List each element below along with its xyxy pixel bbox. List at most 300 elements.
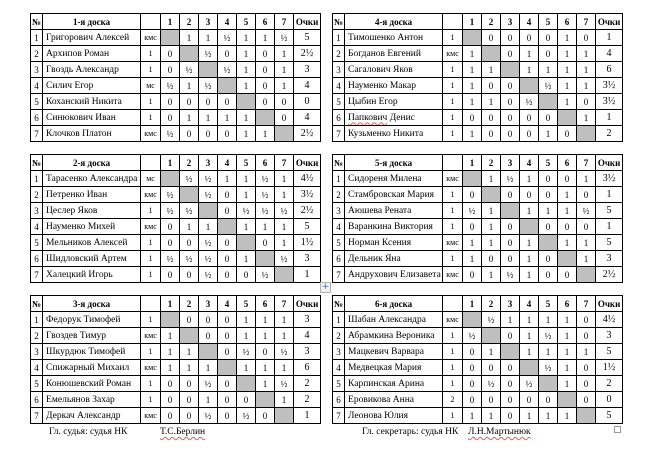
player-points-cell: 3½ (596, 94, 623, 110)
chief-secretary-label: Гл. секретарь: судья НК (362, 427, 459, 437)
chief-arbiter-label: Гл. судья: судья НК (49, 427, 128, 437)
board-title-cell: 6-я доска (345, 296, 443, 312)
result-cell: 0 (161, 376, 180, 392)
result-cell: 1 (275, 78, 294, 94)
result-cell: ½ (199, 187, 218, 203)
player-row (31, 30, 321, 46)
result-cell: 0 (218, 328, 237, 344)
result-cell: 1 (237, 312, 256, 328)
diagonal-cell (256, 251, 275, 267)
player-points-cell: 3½ (596, 171, 623, 187)
player-rank-cell: мс (141, 171, 161, 187)
result-cell: 0 (218, 267, 237, 283)
result-cell: 0 (558, 126, 577, 142)
result-cell: 1 (577, 235, 596, 251)
result-cell: 1 (180, 344, 199, 360)
board-crosstable-3 (30, 295, 321, 424)
diagonal-cell (558, 392, 577, 408)
result-cell: 1 (501, 312, 520, 328)
player-name-cell: Конюшевский Роман (43, 376, 141, 392)
player-rank-cell: 1 (141, 344, 161, 360)
result-cell: 0 (501, 78, 520, 94)
player-name-cell: Петренко Иван (43, 187, 141, 203)
result-cell: 0 (501, 408, 520, 424)
result-cell: 1 (577, 110, 596, 126)
result-cell: ½ (199, 46, 218, 62)
player-rank-cell: 1 (443, 78, 463, 94)
diagonal-cell (520, 360, 539, 376)
result-cell: 1 (237, 328, 256, 344)
result-cell: 0 (558, 171, 577, 187)
round-header-cell: 7 (275, 155, 294, 171)
player-rank-cell: кмс (141, 408, 161, 424)
player-row (333, 203, 623, 219)
result-cell: 0 (577, 392, 596, 408)
player-points-cell: 1 (294, 408, 321, 424)
result-cell: 1 (218, 171, 237, 187)
round-header-cell: 3 (501, 14, 520, 30)
player-row (31, 110, 321, 126)
player-rank-cell: 1 (443, 219, 463, 235)
diagonal-cell (501, 344, 520, 360)
player-rank-cell: 1 (443, 408, 463, 424)
result-cell: 1 (482, 235, 501, 251)
diagonal-cell (161, 171, 180, 187)
player-name-cell: Еровикова Анна (345, 392, 443, 408)
round-header-cell: 7 (577, 296, 596, 312)
result-cell: 0 (199, 126, 218, 142)
player-points-cell: 3 (294, 62, 321, 78)
result-cell: 1 (558, 78, 577, 94)
player-number-cell: 5 (31, 376, 43, 392)
player-number-cell: 2 (333, 187, 345, 203)
result-cell: 1 (520, 46, 539, 62)
result-cell: 0 (161, 235, 180, 251)
result-cell: ½ (275, 376, 294, 392)
round-header-cell: 3 (199, 296, 218, 312)
player-row (333, 376, 623, 392)
player-number-cell: 3 (31, 203, 43, 219)
player-rank-cell: 1 (141, 94, 161, 110)
rank-header-cell (443, 296, 463, 312)
result-cell: ½ (218, 30, 237, 46)
result-cell: 0 (256, 235, 275, 251)
result-cell: 1 (237, 110, 256, 126)
result-cell: 1 (463, 408, 482, 424)
player-points-cell: 5 (294, 219, 321, 235)
player-number-cell: 3 (31, 62, 43, 78)
result-cell: 1 (482, 408, 501, 424)
board-title-cell: 5-я доска (345, 155, 443, 171)
player-number-cell: 2 (333, 46, 345, 62)
player-number-cell: 3 (333, 203, 345, 219)
result-cell: 0 (218, 251, 237, 267)
result-cell: 1 (482, 219, 501, 235)
result-cell: 0 (577, 187, 596, 203)
result-cell: ½ (520, 376, 539, 392)
player-number-cell: 5 (333, 94, 345, 110)
result-cell: 1 (520, 328, 539, 344)
diagonal-cell (161, 30, 180, 46)
round-header-cell: 6 (256, 155, 275, 171)
player-rank-cell: кмс (141, 219, 161, 235)
table-move-handle-icon[interactable]: + (321, 282, 330, 292)
round-header-cell: 2 (180, 14, 199, 30)
player-name-cell: Мельников Алексей (43, 235, 141, 251)
round-header-cell: 1 (161, 155, 180, 171)
player-row (333, 110, 623, 126)
player-name-cell: Коханский Никита (43, 94, 141, 110)
result-cell: 1 (558, 360, 577, 376)
result-cell: 0 (180, 408, 199, 424)
player-number-cell: 6 (333, 392, 345, 408)
player-points-cell: 1 (596, 219, 623, 235)
result-cell: ½ (275, 30, 294, 46)
board-crosstable-1 (30, 13, 321, 142)
player-number-cell: 1 (333, 312, 345, 328)
result-cell: ½ (199, 235, 218, 251)
result-cell: 0 (520, 392, 539, 408)
result-cell: ½ (180, 251, 199, 267)
result-cell: 1 (539, 62, 558, 78)
player-points-cell: 1½ (294, 235, 321, 251)
right-column (332, 13, 623, 436)
result-cell: 0 (256, 344, 275, 360)
result-cell: ½ (256, 171, 275, 187)
result-cell: ½ (275, 344, 294, 360)
result-cell: 1 (180, 30, 199, 46)
result-cell: 0 (482, 110, 501, 126)
result-cell: ½ (161, 187, 180, 203)
result-cell: ½ (180, 203, 199, 219)
player-rank-cell: 1 (141, 251, 161, 267)
result-cell: 1 (275, 171, 294, 187)
player-points-cell: 0 (294, 94, 321, 110)
result-cell: 0 (482, 126, 501, 142)
player-points-cell: 3 (596, 251, 623, 267)
player-points-cell: 3 (294, 312, 321, 328)
result-cell: 0 (199, 94, 218, 110)
result-cell: 1 (520, 235, 539, 251)
result-cell: 0 (558, 267, 577, 283)
result-cell: 0 (539, 187, 558, 203)
result-cell: ½ (199, 251, 218, 267)
result-cell: 1 (237, 62, 256, 78)
player-rank-cell: 1 (141, 62, 161, 78)
player-name-cell: Цыбин Егор (345, 94, 443, 110)
result-cell: 1 (199, 30, 218, 46)
result-cell: ½ (180, 171, 199, 187)
result-cell: ½ (275, 251, 294, 267)
result-cell: 0 (180, 376, 199, 392)
player-name-cell: Емельянов Захар (43, 392, 141, 408)
player-points-cell: 1 (596, 110, 623, 126)
number-sign-header-cell: № (333, 155, 345, 171)
player-points-cell: 2 (596, 376, 623, 392)
result-cell: 1 (558, 203, 577, 219)
player-row (333, 30, 623, 46)
result-cell: ½ (539, 360, 558, 376)
diagonal-cell (180, 328, 199, 344)
player-name-cell: Леонова Юлия (345, 408, 443, 424)
diagonal-cell (237, 94, 256, 110)
round-header-cell: 1 (161, 296, 180, 312)
player-points-cell: 4 (294, 78, 321, 94)
result-cell: 0 (218, 126, 237, 142)
result-cell: 1 (558, 328, 577, 344)
player-name-cell (345, 110, 443, 126)
board-crosstable-2 (30, 154, 321, 283)
result-cell: 1 (237, 126, 256, 142)
player-rank-cell: кмс (141, 187, 161, 203)
result-cell: 0 (482, 78, 501, 94)
result-cell: 1 (482, 62, 501, 78)
diagonal-cell (482, 328, 501, 344)
player-name-cell: Дельник Яна (345, 251, 443, 267)
result-cell: 1 (558, 94, 577, 110)
round-header-cell: 6 (256, 296, 275, 312)
result-cell: 0 (520, 126, 539, 142)
result-cell: ½ (501, 267, 520, 283)
diagonal-cell (463, 30, 482, 46)
player-rank-cell: 1 (443, 251, 463, 267)
result-cell: 1 (199, 392, 218, 408)
result-cell: 1 (577, 78, 596, 94)
player-row (333, 62, 623, 78)
round-header-cell: 3 (501, 155, 520, 171)
result-cell: 1 (180, 110, 199, 126)
result-cell: 1 (463, 235, 482, 251)
result-cell: 0 (463, 187, 482, 203)
name-rest-part: Денис (387, 112, 415, 123)
player-name-cell: Варанкина Виктория (345, 219, 443, 235)
player-row (333, 171, 623, 187)
points-header-cell: Очки (294, 155, 321, 171)
player-row (31, 235, 321, 251)
diagonal-cell (180, 46, 199, 62)
result-cell: 0 (501, 46, 520, 62)
player-rank-cell: 1 (141, 46, 161, 62)
player-row (31, 219, 321, 235)
result-cell: 0 (539, 267, 558, 283)
player-number-cell: 7 (31, 408, 43, 424)
table-resize-handle-icon[interactable] (614, 426, 621, 433)
player-row (333, 126, 623, 142)
header-row (31, 14, 321, 30)
round-header-cell: 7 (275, 296, 294, 312)
diagonal-cell (218, 78, 237, 94)
result-cell: 0 (218, 408, 237, 424)
player-number-cell: 7 (333, 126, 345, 142)
result-cell: 0 (218, 312, 237, 328)
player-row (333, 392, 623, 408)
diagonal-cell (180, 187, 199, 203)
points-header-cell: Очки (596, 155, 623, 171)
result-cell: 0 (275, 94, 294, 110)
result-cell: 1 (520, 312, 539, 328)
result-cell: 0 (218, 203, 237, 219)
chief-arbiter-name: Т.С.Берлин (160, 427, 206, 437)
player-rank-cell: 1 (443, 328, 463, 344)
result-cell: 0 (501, 94, 520, 110)
player-points-cell: 2 (294, 392, 321, 408)
diagonal-cell (577, 408, 596, 424)
player-name-cell: Сидореня Милена (345, 171, 443, 187)
diagonal-cell (218, 360, 237, 376)
player-row (31, 46, 321, 62)
result-cell: 0 (501, 251, 520, 267)
player-row (333, 328, 623, 344)
result-cell: 0 (539, 251, 558, 267)
result-cell: 0 (539, 110, 558, 126)
result-cell: 1 (482, 267, 501, 283)
player-points-cell: 3½ (294, 187, 321, 203)
player-rank-cell: 1 (443, 30, 463, 46)
player-row (31, 94, 321, 110)
result-cell: ½ (463, 203, 482, 219)
result-cell: 0 (482, 251, 501, 267)
result-cell: 0 (558, 219, 577, 235)
result-cell: 1 (161, 328, 180, 344)
result-cell: 1 (275, 62, 294, 78)
result-cell: 1 (275, 392, 294, 408)
result-cell: ½ (463, 328, 482, 344)
player-points-cell: 0 (596, 392, 623, 408)
result-cell: 1 (520, 344, 539, 360)
result-cell: 1 (558, 344, 577, 360)
result-cell: 1 (237, 187, 256, 203)
result-cell: 0 (218, 344, 237, 360)
result-cell: 0 (539, 46, 558, 62)
result-cell: 0 (218, 376, 237, 392)
result-cell: 0 (463, 376, 482, 392)
result-cell: 1 (520, 62, 539, 78)
player-points-cell: 2 (294, 376, 321, 392)
round-header-cell: 7 (577, 155, 596, 171)
result-cell: 1 (520, 203, 539, 219)
result-cell: 0 (463, 344, 482, 360)
player-number-cell: 7 (333, 267, 345, 283)
result-cell: 1 (577, 251, 596, 267)
result-cell: 1 (558, 235, 577, 251)
result-cell: ½ (161, 203, 180, 219)
player-name-cell: Тарасенко Александра (43, 171, 141, 187)
player-name-cell: Аюшева Рената (345, 203, 443, 219)
player-number-cell: 4 (31, 360, 43, 376)
result-cell: 1 (463, 126, 482, 142)
result-cell: ½ (237, 408, 256, 424)
result-cell: ½ (237, 203, 256, 219)
player-rank-cell: 1 (443, 126, 463, 142)
diagonal-cell (237, 376, 256, 392)
number-sign-header-cell: № (31, 296, 43, 312)
player-name-cell: Деркач Александр (43, 408, 141, 424)
player-number-cell: 1 (31, 312, 43, 328)
diagonal-cell (558, 110, 577, 126)
player-number-cell: 2 (333, 328, 345, 344)
result-cell: 1 (161, 360, 180, 376)
player-rank-cell: 1 (443, 62, 463, 78)
player-rank-cell: 1 (141, 376, 161, 392)
board-crosstable-5 (332, 154, 623, 283)
result-cell: 1 (275, 46, 294, 62)
result-cell: 1 (520, 251, 539, 267)
player-number-cell: 5 (31, 94, 43, 110)
player-number-cell: 2 (31, 46, 43, 62)
result-cell: 0 (199, 328, 218, 344)
player-rank-cell: 1 (141, 110, 161, 126)
player-name-cell: Стамбровская Мария (345, 187, 443, 203)
player-rank-cell: 1 (141, 392, 161, 408)
player-rank-cell: 1 (443, 203, 463, 219)
result-cell: ½ (577, 203, 596, 219)
player-points-cell: 6 (596, 62, 623, 78)
result-cell: 1 (275, 312, 294, 328)
result-cell: 1 (539, 312, 558, 328)
result-cell: 0 (520, 110, 539, 126)
diagonal-cell (482, 46, 501, 62)
player-name-cell: Шабан Александра (345, 312, 443, 328)
player-row (333, 251, 623, 267)
player-points-cell: 4 (294, 110, 321, 126)
result-cell: ½ (237, 344, 256, 360)
result-cell: ½ (161, 126, 180, 142)
player-points-cell: 2½ (294, 203, 321, 219)
player-rank-cell: кмс (141, 360, 161, 376)
diagonal-cell (161, 312, 180, 328)
result-cell: 0 (256, 408, 275, 424)
player-name-cell: Силич Егор (43, 78, 141, 94)
result-cell: 1 (558, 376, 577, 392)
result-cell: 0 (463, 110, 482, 126)
round-header-cell: 7 (275, 14, 294, 30)
result-cell: ½ (256, 187, 275, 203)
result-cell: 1 (237, 219, 256, 235)
result-cell: ½ (180, 62, 199, 78)
result-cell: 0 (501, 126, 520, 142)
result-cell: ½ (482, 312, 501, 328)
result-cell: 0 (501, 30, 520, 46)
result-cell: 1 (577, 344, 596, 360)
diagonal-cell (539, 376, 558, 392)
round-header-cell: 4 (218, 14, 237, 30)
diagonal-cell (482, 187, 501, 203)
result-cell: 0 (577, 312, 596, 328)
result-cell: 0 (482, 392, 501, 408)
diagonal-cell (199, 203, 218, 219)
board-crosstable-4 (332, 13, 623, 142)
result-cell: 1 (256, 376, 275, 392)
result-cell: 0 (577, 376, 596, 392)
player-name-cell: Богданов Евгений (345, 46, 443, 62)
diagonal-cell (275, 408, 294, 424)
player-row (31, 360, 321, 376)
result-cell: 0 (218, 94, 237, 110)
round-header-cell: 2 (180, 296, 199, 312)
player-name-cell: Синюкович Иван (43, 110, 141, 126)
result-cell: 1 (237, 171, 256, 187)
round-header-cell: 6 (558, 296, 577, 312)
result-cell: 0 (180, 392, 199, 408)
player-row (31, 171, 321, 187)
round-header-cell: 4 (218, 155, 237, 171)
player-number-cell: 5 (31, 235, 43, 251)
player-row (31, 376, 321, 392)
player-rank-cell: 1 (141, 203, 161, 219)
player-number-cell: 1 (333, 30, 345, 46)
player-points-cell: 1 (596, 187, 623, 203)
result-cell: 0 (463, 360, 482, 376)
